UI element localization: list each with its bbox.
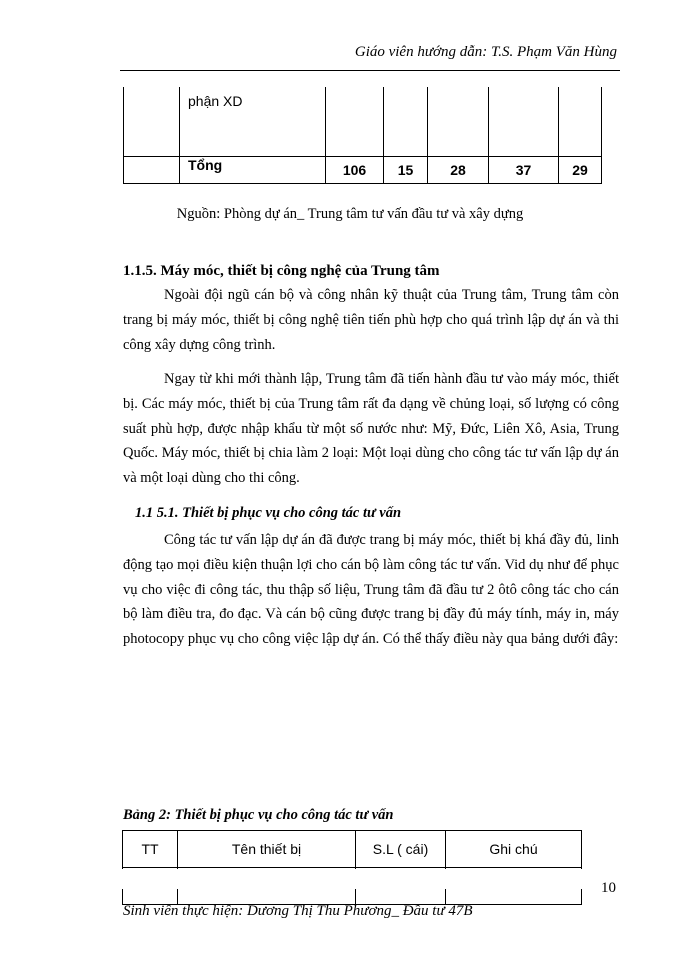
paragraph-2 xyxy=(123,367,619,491)
page-cut xyxy=(110,869,590,889)
column-header: Ghi chú xyxy=(446,831,582,868)
staff-table xyxy=(123,87,602,184)
table-row xyxy=(124,87,602,157)
total-row xyxy=(124,157,602,184)
total-value: 37 xyxy=(489,157,559,184)
paragraph-3 xyxy=(123,528,619,652)
column-header: S.L ( cái) xyxy=(356,831,446,868)
table-cell xyxy=(384,87,428,157)
page-number: 10 xyxy=(601,880,616,896)
paragraph-text: Ngoài đội ngũ cán bộ và công nhân kỹ thuật của Trung tâm, Trung tâm còn trang bị máy móc, thiết bị công nghệ tiên tiến phù hợp cho quá trình lập dự án và thi công xây dựng công trình. xyxy=(123,287,619,353)
page-footer: Sinh viên thực hiện: Dương Thị Thu Phương_ Đầu tư 47B xyxy=(123,903,473,919)
paragraph-1 xyxy=(123,283,619,357)
subsection-heading: 1.1 5.1. Thiết bị phục vụ cho công tác tư vấn xyxy=(135,505,402,521)
column-header: TT xyxy=(123,831,178,868)
table-cell xyxy=(326,87,384,157)
paragraph-text: Ngay từ khi mới thành lập, Trung tâm đã tiến hành đầu tư vào máy móc, thiết bị. Các máy móc, thiết bị của Trung tâm rất đa dạng về chủng loại, số lượng có công suất phù hợp, được nhập khẩu từ một số nước như: Mỹ, Đức, Liên Xô, Asia, Trung Quốc. Máy móc, thiết bị chia làm 2 loại: Một loại dùng cho công tác tư vấn lập dự án và một loại dùng cho thi công. xyxy=(123,371,619,487)
table-cell xyxy=(559,87,602,157)
table-cell xyxy=(489,87,559,157)
total-value: 29 xyxy=(559,157,602,184)
total-value: 28 xyxy=(428,157,489,184)
table-cell xyxy=(124,157,180,184)
table-source-note: Nguồn: Phòng dự án_ Trung tâm tư vấn đầu tư và xây dựng xyxy=(176,206,524,222)
column-header: Tên thiết bị xyxy=(178,831,356,868)
table-caption: Bảng 2: Thiết bị phục vụ cho công tác tư vấn xyxy=(123,807,394,823)
paragraph-text: Công tác tư vấn lập dự án đã được trang bị máy móc, thiết bị khá đầy đủ, linh động tạo mọi điều kiện thuận lợi cho cán bộ làm công tác tư vấn. Vid dụ như để phục vụ cho việc đi công tác, thu thập số liệu, Trung tâm đã đầu tư 2 ôtô công tác cho cán bộ làm điều tra, đo đạc. Và cán bộ cũng được trang bị đầy đủ máy tính, máy in, máy photocopy phục vụ cho công việc lập dự án. Có thể thấy điều này qua bảng dưới đây: xyxy=(123,532,619,648)
total-value: 15 xyxy=(384,157,428,184)
total-label: Tổng xyxy=(180,157,326,184)
table-cell xyxy=(428,87,489,157)
page-header: Giáo viên hướng dẫn: T.S. Phạm Văn Hùng xyxy=(354,44,617,60)
equipment-table xyxy=(122,830,582,905)
total-value: 106 xyxy=(326,157,384,184)
header-rule xyxy=(120,70,620,71)
row-label: phận XD xyxy=(180,87,326,157)
table-cell xyxy=(124,87,180,157)
table-header-row xyxy=(123,831,582,868)
section-heading: 1.1.5. Máy móc, thiết bị công nghệ của Trung tâm xyxy=(123,263,440,279)
